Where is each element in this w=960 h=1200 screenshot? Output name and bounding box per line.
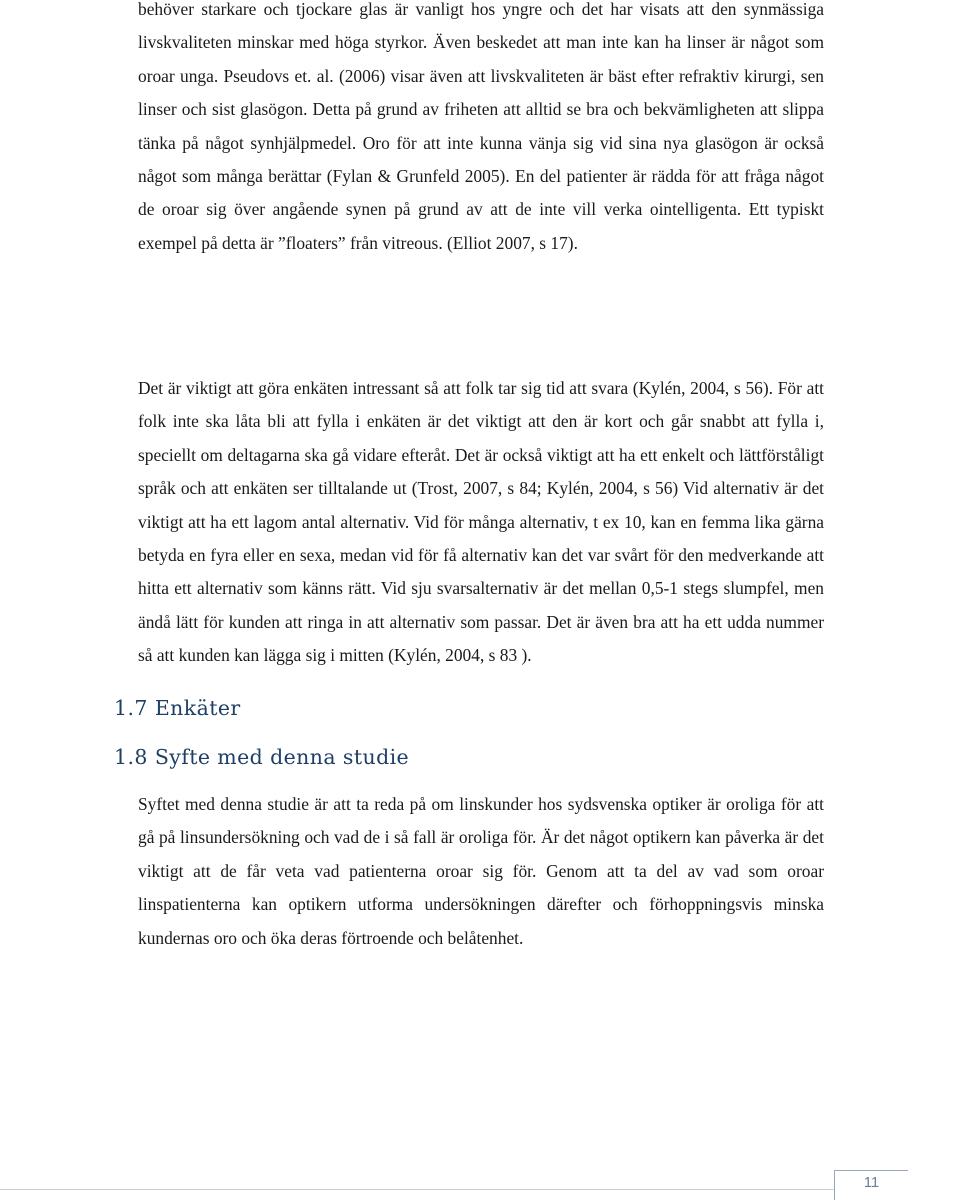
section-heading-enkater [114, 696, 241, 720]
body-paragraph-continuation: behöver starkare och tjockare glas är vanligt hos yngre och det har visats att den synmässiga livskvaliteten minskar med höga styrkor. Även beskedet att man inte kan ha linser är något som oroar unga. Pseudovs et. al. (2006) visar även att livskvaliteten är bäst efter refraktiv kirurgi, sen linser och sist glasögon. Detta på grund av friheten att alltid se bra och bekvämligheten att slippa tänka på något synhjälpmedel. Oro för att inte kunna vänja sig vid sina nya glasögon är också något som många berättar (Fylan & Grunfeld 2005). En del patienter är rädda för att fråga något de oroar sig över angående synen på grund av att de inte vill verka ointelligenta. Ett typiskt exempel på detta är ”floaters” från vitreous. (Elliot 2007, s 17). [138, 0, 824, 253]
section-number: 1.7 [114, 696, 148, 720]
section-heading-syfte [114, 745, 409, 769]
body-paragraph-syfte: Syftet med denna studie är att ta reda på om linskunder hos sydsvenska optiker är oroliga för att gå på linsundersökning och vad de i så fall är oroliga för. Är det något optikern kan påverka är det viktigt att de får veta vad patienterna oroar sig för. Genom att ta del av vad som oroar linspatienterna kan optikern utforma undersökningen därefter och förhoppningsvis minska kundernas oro och öka deras förtroende och belåtenhet. [138, 794, 824, 948]
section-title: Syfte med denna studie [154, 745, 410, 769]
section-title: Enkäter [154, 696, 241, 720]
section-number: 1.8 [114, 745, 148, 769]
page-number: 11 [863, 1174, 880, 1191]
page-number-box [834, 1170, 908, 1200]
footer-rule [0, 1189, 834, 1190]
body-paragraph-enkater: Det är viktigt att göra enkäten intressant så att folk tar sig tid att svara (Kylén, 2004, s 56). För att folk inte ska låta bli att fylla i enkäten är det viktigt att den är kort och går snabbt att fylla i, speciellt om deltagarna ska gå vidare efteråt. Det är också viktigt att ha ett enkelt och lättförståligt språk och att enkäten ser tilltalande ut (Trost, 2007, s 84; Kylén, 2004, s 56) Vid alternativ är det viktigt att ha ett lagom antal alternativ. Vid för många alternativ, t ex 10, kan en femma lika gärna betyda en fyra eller en sexa, medan vid för få alternativ kan det var svårt för den medverkande att hitta ett alternativ som känns rätt. Vid sju svarsalternativ är det mellan 0,5-1 stegs slumpfel, men ändå lätt för kunden att ringa in att alternativ som passar. Det är även bra att ha ett udda nummer så att kunden kan lägga sig i mitten (Kylén, 2004, s 83 ). [138, 378, 824, 666]
